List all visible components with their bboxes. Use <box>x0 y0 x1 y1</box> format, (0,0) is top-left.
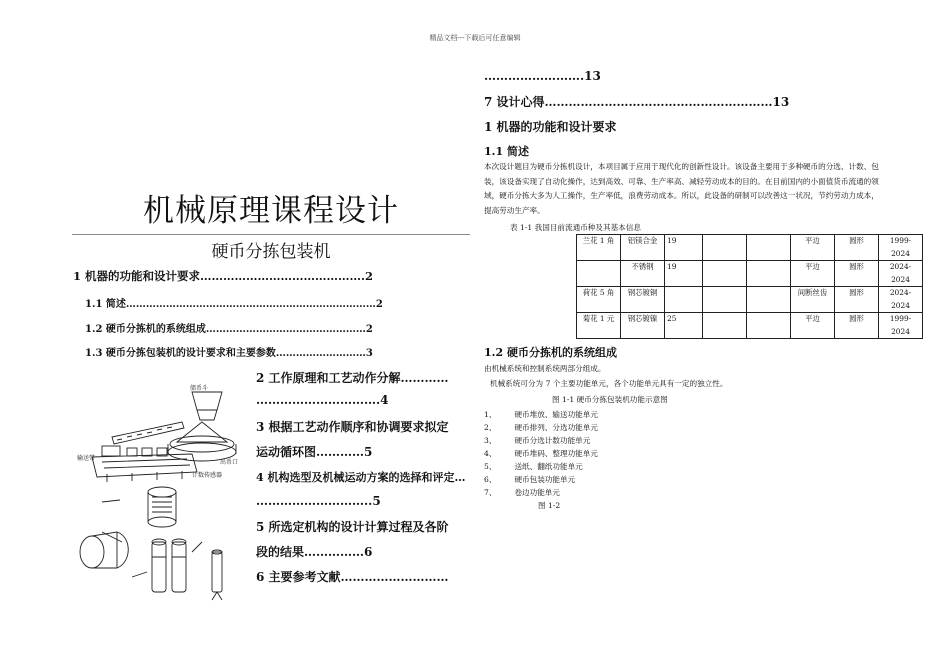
toc-entry-4[interactable]: 4 机构选型及机械运动方案的选择和评定… <box>256 471 466 484</box>
document-title: 机械原理课程设计 <box>143 193 399 229</box>
table-cell: 平边 <box>791 261 835 287</box>
table-cell: 铝镁合金 <box>621 235 665 261</box>
list-item: 2、 硬币排列、分选功能单元 <box>484 423 598 432</box>
toc-entry-1[interactable]: 1 机器的功能和设计要求…………………………………….2 <box>73 269 374 283</box>
table-cell: 兰花 1 角 <box>577 235 621 261</box>
table-cell <box>665 287 703 313</box>
table-cell <box>703 287 747 313</box>
figure-label-belt: 输送带 <box>77 455 96 462</box>
list-item: 5、 送纸、翻纸功能单元 <box>484 462 583 471</box>
toc-entry-3[interactable]: 3 根据工艺动作顺序和协调要求拟定 <box>256 420 449 434</box>
section-1-2-heading: 1.2 硬币分拣机的系统组成 <box>484 346 617 359</box>
list-item: 7、 卷边功能单元 <box>484 488 560 497</box>
table-row <box>577 287 923 313</box>
figure-1-1-caption: 图 1-1 硬币分拣包装机功能示意图 <box>552 395 668 404</box>
figure-label-outlet: 出币口 <box>220 459 239 466</box>
table-cell <box>747 313 791 339</box>
table-cell: 菊花 1 元 <box>577 313 621 339</box>
toc-entry-1-3[interactable]: 1.3 硬币分拣包装机的设计要求和主要参数………………………3 <box>85 348 373 359</box>
table-cell: 钢芯镀镍 <box>621 313 665 339</box>
table-cell: 圆形 <box>835 235 879 261</box>
section-1-2-line-1: 由机械系统和控制系统两部分组成。 <box>484 364 606 373</box>
toc-entry-1-2[interactable]: 1.2 硬币分拣机的系统组成…………………………………………2 <box>85 324 373 335</box>
table-cell: 圆形 <box>835 313 879 339</box>
table-cell: 19 <box>665 261 703 287</box>
section-1-heading: 1 机器的功能和设计要求 <box>484 120 617 134</box>
coin-machine-figure <box>72 382 252 602</box>
toc-entry-6-page: …………………….13 <box>484 69 601 83</box>
table-cell <box>703 261 747 287</box>
table-cell: 25 <box>665 313 703 339</box>
table-cell: 钢芯镀铜 <box>621 287 665 313</box>
list-item: 6、 硬币包装功能单元 <box>484 475 576 484</box>
table-cell: 1999-2024 <box>879 235 923 261</box>
toc-entry-5-page: 段的结果……………6 <box>256 545 373 559</box>
figure-label-hopper: 储币斗 <box>190 385 209 392</box>
table-caption: 表 1-1 我国目前流通币种及其基本信息 <box>510 223 641 232</box>
section-1-1-paragraph: 本次设计题目为硬币分拣机设计，本项目属于应用于现代化的创新性设计。该设备主要用于多种硬币的分选、计数、包装，该设备实现了自动化操作，达到高效、可靠、生产率高、减轻劳动成本的目的。在目前国内的小面值货币流通的领域，硬币分拣大多为人工操作，生产率低，浪费劳动成本。所以，此设备的研制可以改善这一状况，节约劳动力成本，提高劳动生产率。 <box>484 162 879 216</box>
table-cell <box>703 313 747 339</box>
table-cell <box>747 235 791 261</box>
table-cell: 圆形 <box>835 261 879 287</box>
toc-entry-5[interactable]: 5 所选定机构的设计计算过程及各阶 <box>256 520 449 534</box>
toc-entry-4-page: ………………………..5 <box>256 494 381 508</box>
table-cell <box>747 261 791 287</box>
toc-entry-2-page: ………………………….4 <box>256 393 389 407</box>
table-cell <box>747 287 791 313</box>
table-cell: 平边 <box>791 313 835 339</box>
coin-info-table <box>576 234 923 339</box>
section-1-1-heading: 1.1 简述 <box>484 145 529 158</box>
toc-entry-7[interactable]: 7 设计心得…………………………………………………13 <box>484 95 790 109</box>
list-item: 3、 硬币分选计数功能单元 <box>484 436 591 445</box>
table-row <box>577 235 923 261</box>
table-cell: 圆形 <box>835 287 879 313</box>
figure-label-sensor: 计数传感器 <box>192 472 223 479</box>
toc-entry-3-page: 运动循环图…………5 <box>256 445 373 459</box>
page-header: 精品文档---下载后可任意编辑 <box>429 34 521 42</box>
figure-1-2-caption: 图 1-2 <box>538 501 561 510</box>
table-cell: 间断丝齿 <box>791 287 835 313</box>
table-cell <box>703 235 747 261</box>
table-cell: 2024-2024 <box>879 261 923 287</box>
table-row <box>577 261 923 287</box>
table-cell: 19 <box>665 235 703 261</box>
table-cell: 不锈钢 <box>621 261 665 287</box>
toc-entry-2[interactable]: 2 工作原理和工艺动作分解………… <box>256 371 449 385</box>
table-cell: 荷花 5 角 <box>577 287 621 313</box>
toc-entry-6[interactable]: 6 主要参考文献……………………… <box>256 570 449 584</box>
list-item: 4、 硬币堆码、整理功能单元 <box>484 449 598 458</box>
table-cell: 平边 <box>791 235 835 261</box>
list-item: 1、 硬币堆放、输送功能单元 <box>484 410 598 419</box>
table-cell: 2024-2024 <box>879 287 923 313</box>
table-cell: 1999-2024 <box>879 313 923 339</box>
title-divider <box>72 234 470 235</box>
toc-entry-1-1[interactable]: 1.1 简述…………………………………………………………………2 <box>85 299 383 310</box>
table-cell <box>577 261 621 287</box>
document-subtitle: 硬币分拣包装机 <box>211 242 331 262</box>
section-1-2-line-2: 机械系统可分为 7 个主要功能单元，各个功能单元具有一定的独立性。 <box>490 379 728 388</box>
table-row <box>577 313 923 339</box>
